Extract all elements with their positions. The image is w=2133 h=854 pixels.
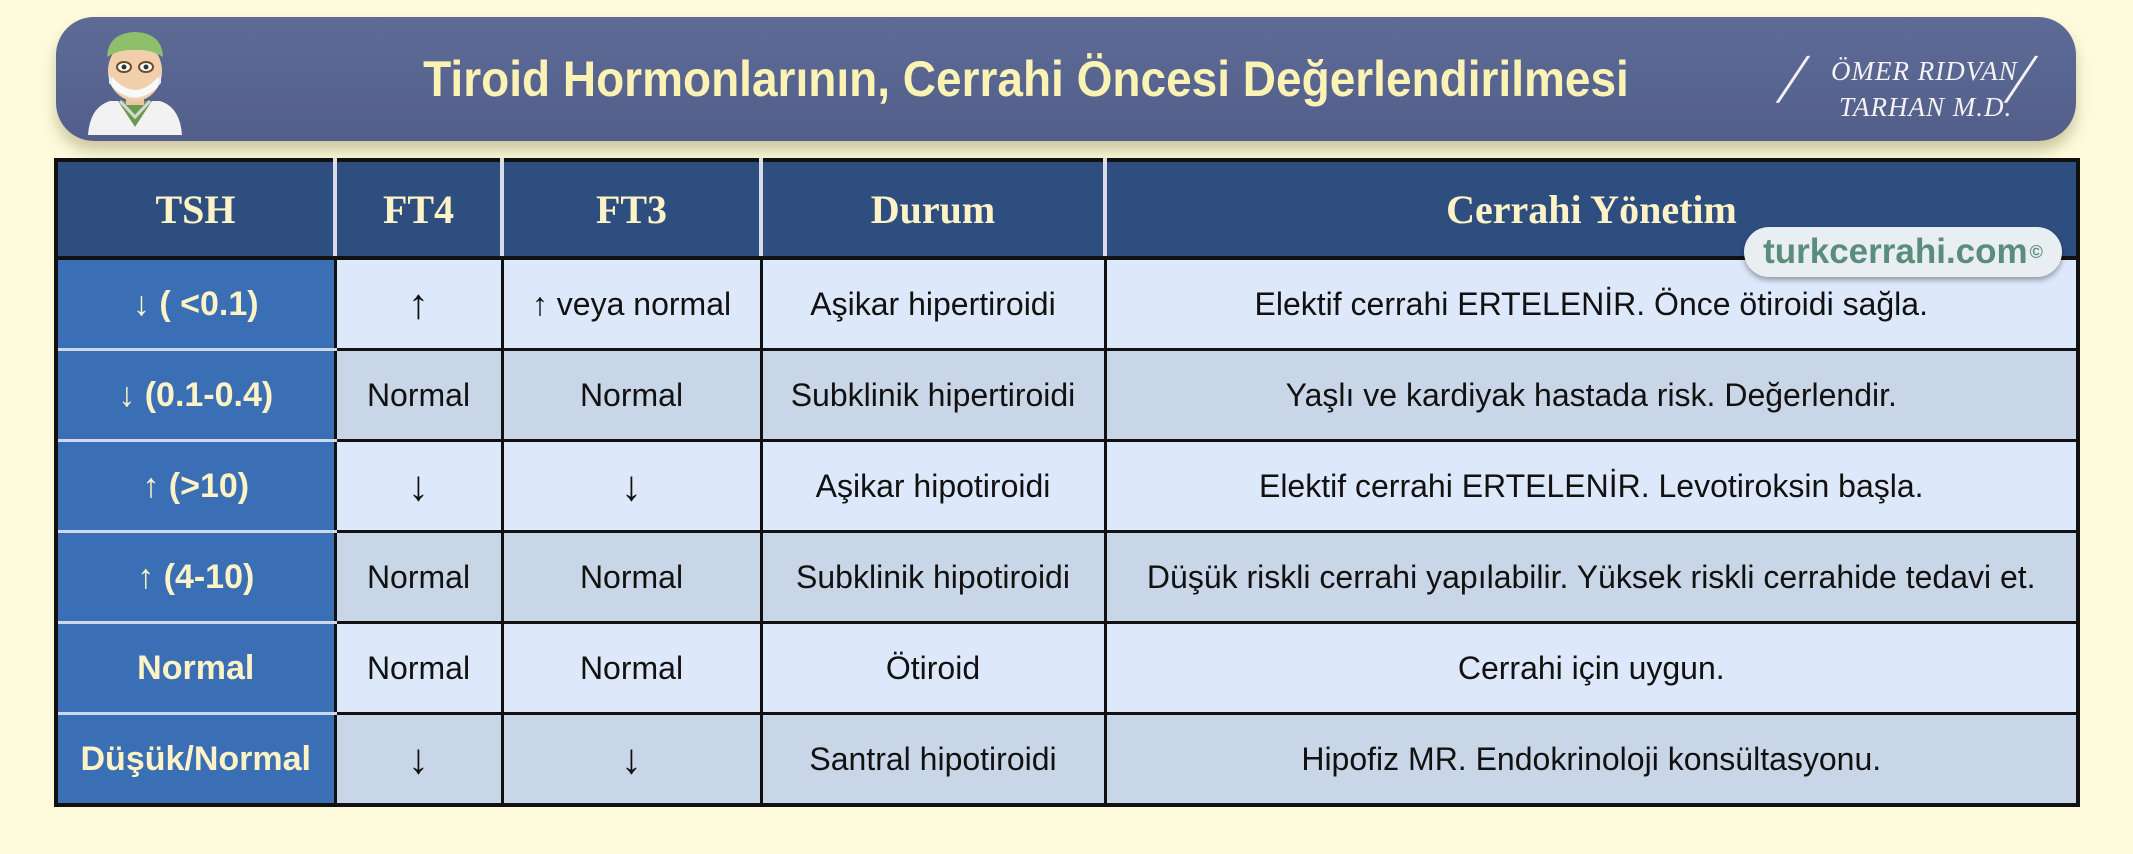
tsh-cell: ↑ (>10)	[56, 441, 335, 532]
table-row	[56, 714, 2078, 806]
yonetim-cell: Elektif cerrahi ERTELENİR. Önce ötiroidi sağla.	[1105, 258, 2078, 350]
site-watermark	[1744, 227, 2062, 277]
ft3-cell: Normal	[502, 350, 761, 441]
column-header-ft3: FT3	[502, 160, 761, 258]
ft4-cell: Normal	[335, 350, 502, 441]
ft4-cell: Normal	[335, 623, 502, 714]
yonetim-cell: Hipofiz MR. Endokrinoloji konsültasyonu.	[1105, 714, 2078, 806]
tsh-cell: Düşük/Normal	[56, 714, 335, 806]
ft4-cell: ↓	[335, 714, 502, 806]
durum-cell: Aşikar hipotiroidi	[761, 441, 1105, 532]
durum-cell: Subklinik hipertiroidi	[761, 350, 1105, 441]
ft4-cell: ↑	[335, 258, 502, 350]
column-header-ft4: FT4	[335, 160, 502, 258]
yonetim-cell: Elektif cerrahi ERTELENİR. Levotiroksin başla.	[1105, 441, 2078, 532]
author-signature: / ÖMER RIDVAN TARHAN M.D. /	[1739, 39, 2079, 129]
header-banner	[56, 17, 2076, 141]
yonetim-cell: Düşük riskli cerrahi yapılabilir. Yüksek riskli cerrahide tedavi et.	[1105, 532, 2078, 623]
column-header-cerrahi-yonetim: Cerrahi Yönetim	[1105, 160, 2078, 258]
ft4-cell: ↓	[335, 441, 502, 532]
table-row	[56, 623, 2078, 714]
column-header-durum: Durum	[761, 160, 1105, 258]
tsh-cell: ↑ (4-10)	[56, 532, 335, 623]
ft3-cell: ↑ veya normal	[502, 258, 761, 350]
table-row	[56, 532, 2078, 623]
surgeon-avatar-icon	[80, 27, 190, 135]
author-name: ÖMER RIDVAN	[1831, 56, 2018, 86]
table-row	[56, 441, 2078, 532]
copyright-symbol: ©	[2029, 241, 2043, 262]
durum-cell: Ötiroid	[761, 623, 1105, 714]
tsh-cell: Normal	[56, 623, 335, 714]
yonetim-cell: Yaşlı ve kardiyak hastada risk. Değerlendir.	[1105, 350, 2078, 441]
ft4-cell: Normal	[335, 532, 502, 623]
durum-cell: Subklinik hipotiroidi	[761, 532, 1105, 623]
durum-cell: Aşikar hipertiroidi	[761, 258, 1105, 350]
table-row	[56, 350, 2078, 441]
watermark-text: turkcerrahi.com	[1763, 232, 2028, 271]
yonetim-cell: Cerrahi için uygun.	[1105, 623, 2078, 714]
ft3-cell: ↓	[502, 441, 761, 532]
ft3-cell: ↓	[502, 714, 761, 806]
page-title: Tiroid Hormonlarının, Cerrahi Öncesi Değerlendirilmesi	[423, 51, 1629, 107]
tsh-cell: ↓ (0.1-0.4)	[56, 350, 335, 441]
author-title: TARHAN M.D.	[1839, 92, 2013, 122]
column-header-tsh: TSH	[56, 160, 335, 258]
tsh-cell: ↓ ( <0.1)	[56, 258, 335, 350]
ft3-cell: Normal	[502, 623, 761, 714]
ft3-cell: Normal	[502, 532, 761, 623]
durum-cell: Santral hipotiroidi	[761, 714, 1105, 806]
